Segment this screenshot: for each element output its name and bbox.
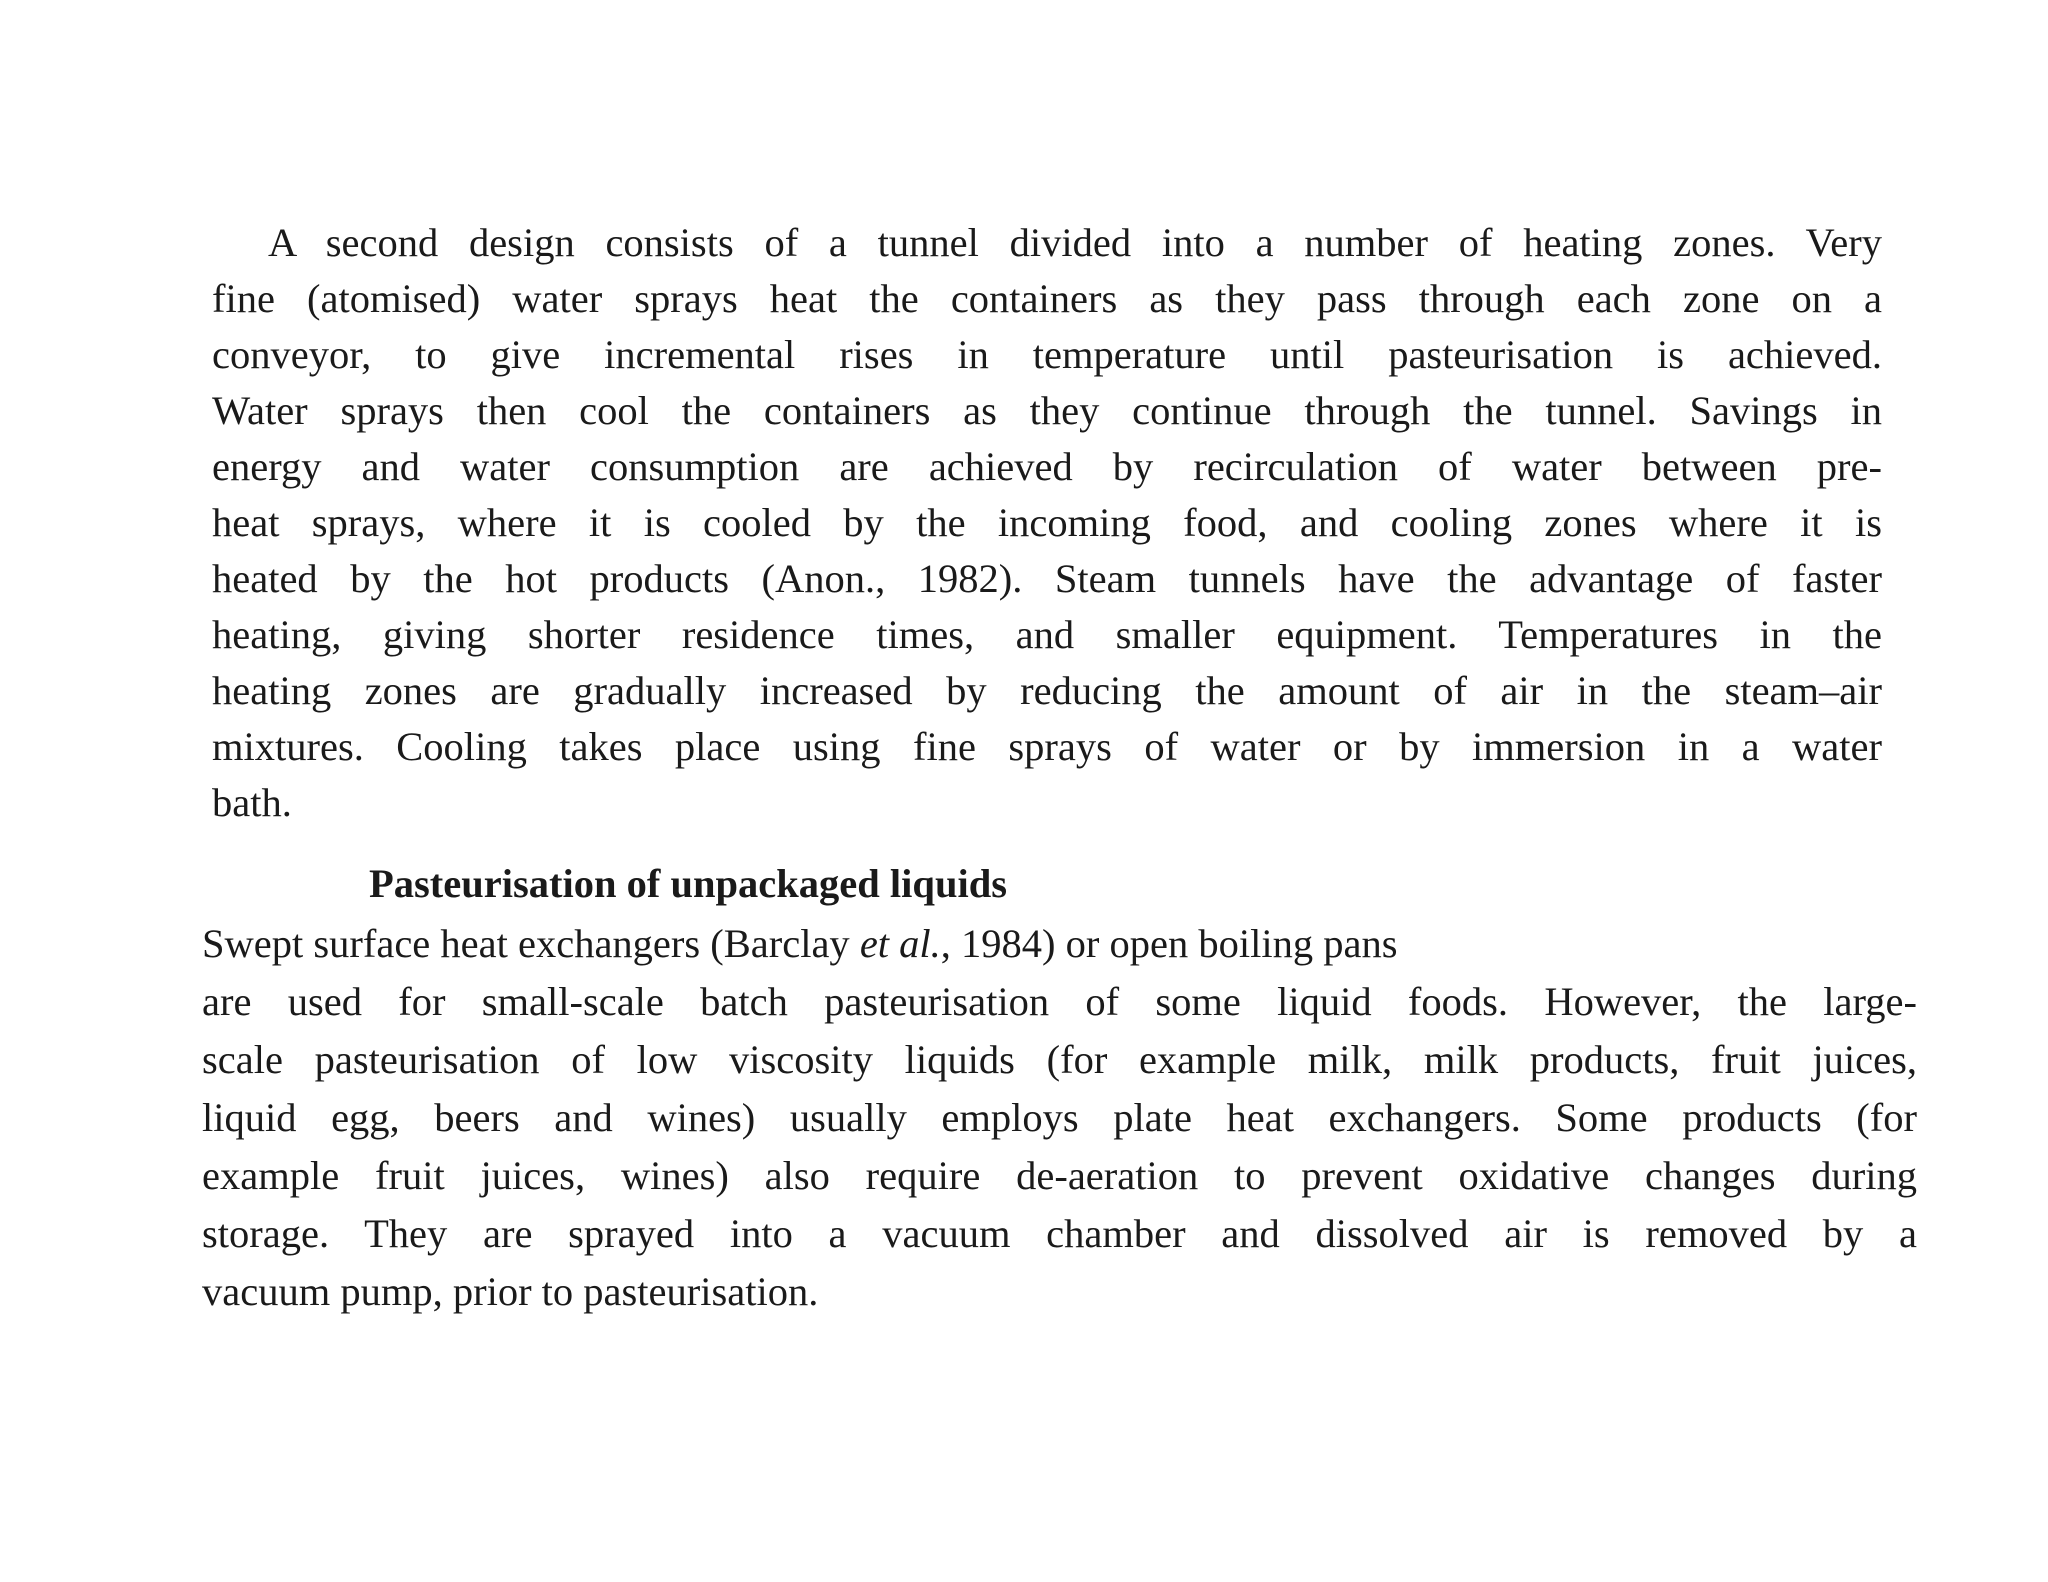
text-line: vacuum pump, prior to pasteurisation. (202, 1269, 819, 1314)
text-line: fine (atomised) water sprays heat the containers as they pass through each zone on a (212, 276, 1882, 321)
text-line: example fruit juices, wines) also require de-aeration to prevent oxidative changes during (202, 1153, 1917, 1198)
text-line (202, 915, 1917, 973)
text-run: , 1984) or open boiling pans (940, 921, 1398, 966)
text-line: heating, giving shorter residence times, and smaller equipment. Temperatures in the (212, 612, 1882, 657)
text-line: conveyor, to give incremental rises in temperature until pasteurisation is achieved. (212, 332, 1882, 377)
text-line: liquid egg, beers and wines) usually employs plate heat exchangers. Some products (for (202, 1095, 1917, 1140)
text-line: energy and water consumption are achieved by recirculation of water between pre- (212, 444, 1882, 489)
text-line: heating zones are gradually increased by reducing the amount of air in the steam–air (212, 668, 1882, 713)
text-line: storage. They are sprayed into a vacuum chamber and dissolved air is removed by a (202, 1211, 1917, 1256)
text-line: heated by the hot products (Anon., 1982). Steam tunnels have the advantage of faster (212, 556, 1882, 601)
text-line: Water sprays then cool the containers as they continue through the tunnel. Savings in (212, 388, 1882, 433)
text-run: Swept surface heat exchangers (Barclay (202, 921, 860, 966)
text-line: are used for small-scale batch pasteurisation of some liquid foods. However, the large- (202, 979, 1917, 1024)
text-line: scale pasteurisation of low viscosity liquids (for example milk, milk products, fruit juices, (202, 1037, 1917, 1082)
citation-italic: et al. (859, 921, 941, 966)
text-line: A second design consists of a tunnel divided into a number of heating zones. Very (268, 220, 1882, 265)
section-heading: Pasteurisation of unpackaged liquids (369, 861, 1008, 906)
body-paragraph (202, 915, 1917, 1321)
body-paragraph (212, 215, 1882, 831)
text-line: heat sprays, where it is cooled by the incoming food, and cooling zones where it is (212, 500, 1882, 545)
text-line: mixtures. Cooling takes place using fine sprays of water or by immersion in a water (212, 724, 1882, 769)
text-line: bath. (212, 780, 292, 825)
